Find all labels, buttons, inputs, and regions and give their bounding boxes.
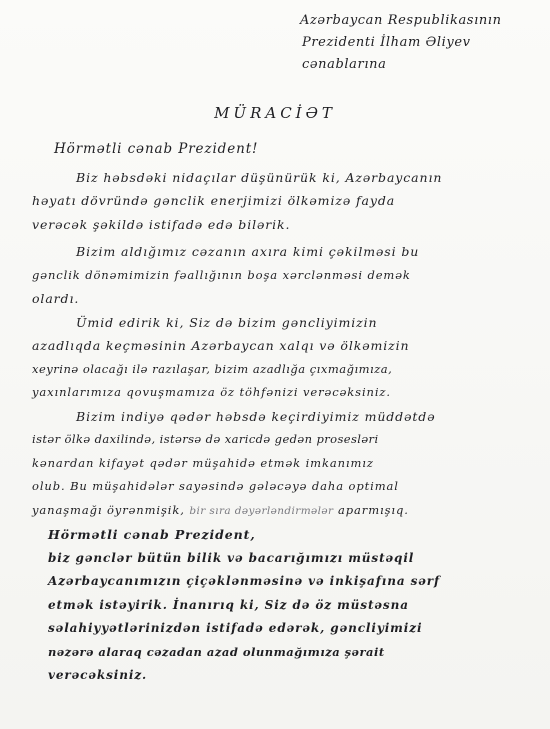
paragraph-line: Ümid edirik ki, Siz də bizim gəncliyimizin — [76, 314, 378, 330]
paragraph-line: nəzərə alaraq cəzadan azad olunmağımıza şərait — [48, 644, 385, 659]
paragraph-line: səlahiyyətlərinizdən istifadə edərək, gəncliyimizi — [48, 621, 423, 635]
paragraph-line: Bizim aldığımız cəzanın axıra kimi çəkilməsi bu — [76, 244, 420, 259]
paragraph-line: Bizim indiyə qədər həbsdə keçirdiyimiz müddətdə — [76, 408, 436, 424]
paragraph-line: biz gənclər bütün bilik və bacarığımızı müstəqil — [48, 550, 415, 565]
paragraph-line: gənclik dönəmimizin fəallığının boşa xərclənməsi demək — [32, 267, 411, 282]
paragraph-line: etmək istəyirik. İnanırıq ki, Siz də öz müstəsna — [48, 597, 409, 612]
paragraph-line: olub. Bu müşahidələr sayəsində gələcəyə daha optimal — [32, 479, 399, 493]
line-segment: yanaşmağı öyrənmişik, — [32, 502, 185, 517]
letter-body — [32, 138, 544, 688]
addressee-line: Prezidenti İlham Əliyev — [302, 35, 471, 50]
salutation: Hörmətli cənab Prezident! — [54, 141, 259, 157]
paragraph-line: verəcəksiniz. — [48, 668, 148, 682]
addressee-line: cənablarına — [302, 57, 387, 72]
paragraph-line: yaxınlarımıza qovuşmamıza öz töhfənizi verəcəksiniz. — [32, 385, 391, 399]
paragraph-line: Biz həbsdəki nidaçılar düşünürük ki, Azərbaycanın — [76, 169, 443, 185]
paragraph-line: olardı. — [32, 291, 80, 306]
addressee-block — [300, 10, 540, 76]
faint-annotation: bir sıra dəyərləndirmələr — [189, 504, 334, 517]
paragraph-line: kənardan kifayət qədər müşahidə etmək imkanımız — [32, 455, 374, 470]
paragraph-line: xeyrinə olacağı ilə razılaşar, bizim azadlığa çıxmağımıza, — [32, 361, 393, 376]
paragraph-line: verəcək şəkildə istifadə edə bilərik. — [32, 216, 291, 232]
paragraph-line — [32, 499, 544, 524]
paragraph-line: Azərbaycanımızın çiçəklənməsinə və inkişafına sərf — [48, 574, 441, 588]
letter-title: MÜRACİƏT — [214, 104, 336, 122]
line-segment: aparmışıq. — [338, 502, 409, 517]
paragraph-line: azadlıqda keçməsinin Azərbaycan xalqı və ölkəmizin — [32, 338, 410, 353]
paragraph-line: istər ölkə daxilində, istərsə də xaricdə gedən prosesləri — [32, 432, 379, 446]
paragraph-line: həyatı dövründə gənclik enerjimizi ölkəmizə fayda — [32, 193, 396, 208]
addressee-line: Azərbaycan Respublikasının — [300, 13, 502, 28]
salutation-second: Hörmətli cənab Prezident, — [48, 527, 256, 542]
